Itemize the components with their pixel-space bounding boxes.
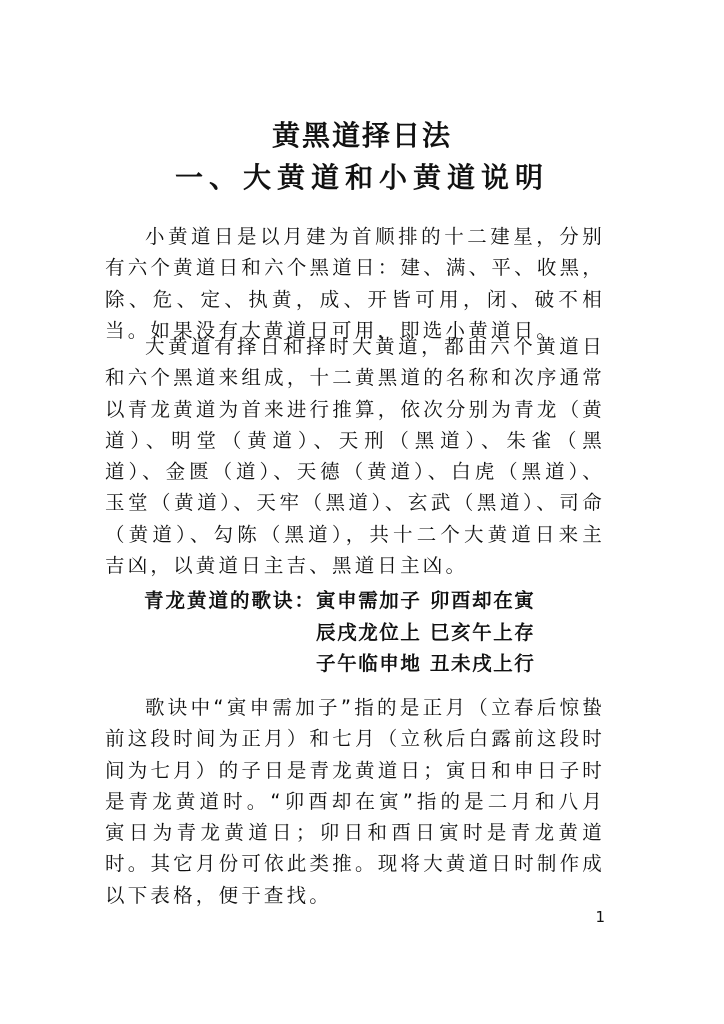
verse-line-3: 子午临申地 丑未戌上行 <box>316 652 536 675</box>
verse-label: 青龙黄道的歌诀： <box>144 589 317 612</box>
page-title: 黄黑道择日法 <box>271 119 452 152</box>
section-heading: 一、大黄道和小黄道说明 <box>174 161 549 194</box>
paragraph-verse-explanation: 歌诀中“寅申需加子”指的是正月（立春后惊蛰前这段时间为正月）和七月（立秋后白露前这段时间为七月）的子日是青龙黄道日；寅日和申日子时是青龙黄道时。“卯酉却在寅”指的是二月和八月寅日为青龙黄道日；卯日和酉日寅时是青龙黄道时。其它月份可依此类推。现将大黄道日时制作成以下表格，便于查找。 <box>105 696 605 907</box>
paragraph-great-yellow-path: 大黄道有择日和择时大黄道，都由六个黄道日和六个黑道来组成，十二黄黑道的名称和次序通常以青龙黄道为首来进行推算，依次分别为青龙（黄道）、明堂（黄道）、天刑（黑道）、朱雀（黑道）、金匮（道）、天德（黄道）、白虎（黑道）、玉堂（黄道）、天牢（黑道）、玄武（黑道）、司命（黄道）、勾陈（黑道），共十二个大黄道日来主吉凶，以黄道日主吉、黑道日主凶。 <box>105 335 605 578</box>
verse-line-2: 辰戌龙位上 巳亥午上存 <box>316 621 536 644</box>
page-number: 1 <box>595 908 605 926</box>
paragraph-small-yellow-path: 小黄道日是以月建为首顺排的十二建星，分别有六个黄道日和六个黑道日：建、满、平、收黑，除、危、定、执黄，成、开皆可用，闭、破不相当。如果没有大黄道日可用，即选小黄道日。 <box>105 225 605 342</box>
verse-line-1: 寅申需加子 卯酉却在寅 <box>316 589 536 612</box>
